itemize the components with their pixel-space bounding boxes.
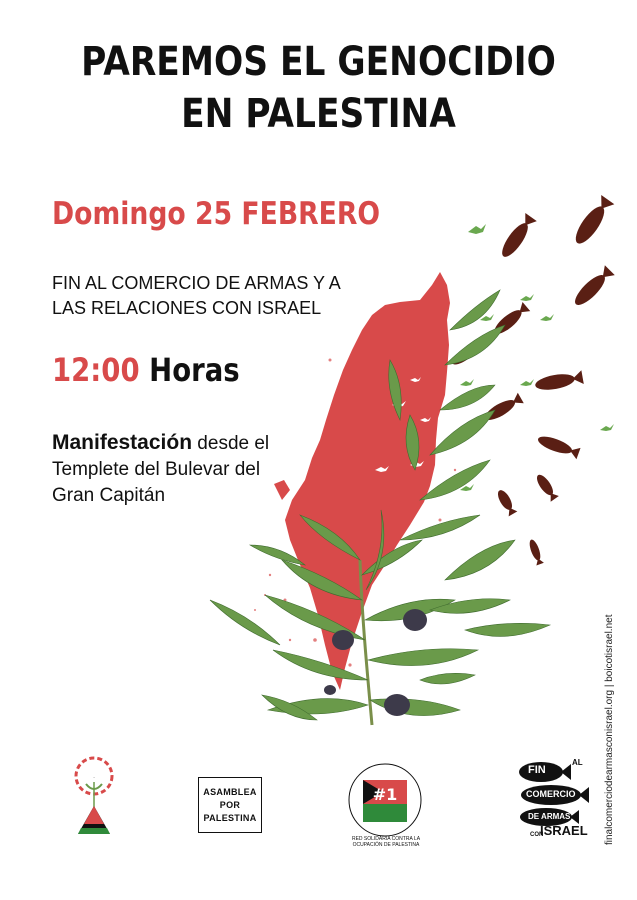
svg-text:#1: #1 bbox=[372, 785, 398, 804]
asamblea-line-1: ASAMBLEA bbox=[203, 786, 257, 797]
green-doves bbox=[460, 224, 614, 491]
subtitle-line-2: LAS RELACIONES CON ISRAEL bbox=[52, 298, 322, 318]
svg-text:·: · bbox=[93, 775, 95, 781]
fin-word: FIN bbox=[528, 764, 546, 776]
asamblea-por-palestina-logo bbox=[198, 777, 262, 833]
event-hour-word: Horas bbox=[149, 351, 240, 389]
event-location-3: Gran Capitán bbox=[52, 485, 166, 506]
emblem-logo bbox=[76, 758, 112, 834]
red-solidaria-text: RED SOLIDARIA CONTRA LA OCUPACIÓN DE PALESTINA bbox=[351, 836, 421, 848]
fin-israel: ISRAEL bbox=[540, 823, 588, 838]
asamblea-line-2: POR bbox=[219, 799, 241, 810]
asamblea-line-3: PALESTINA bbox=[203, 812, 257, 823]
fin-comercio: COMERCIO bbox=[526, 789, 576, 799]
subtitle-line-1: FIN AL COMERCIO DE ARMAS Y A bbox=[52, 273, 341, 293]
website-links: finalcomerciodearmasconisrael.org | boicotisrael.net bbox=[604, 614, 615, 845]
fin-con: CON bbox=[530, 832, 544, 838]
event-hour: 12:00 bbox=[52, 351, 140, 389]
fin-de-armas: DE ARMAS bbox=[528, 812, 571, 821]
title-line-1: PAREMOS EL GENOCIDIO bbox=[81, 39, 556, 85]
fin-al: AL bbox=[572, 758, 583, 767]
red-solidaria-logo bbox=[349, 764, 421, 836]
event-date: Domingo 25 FEBRERO bbox=[52, 196, 381, 232]
falling-bombs bbox=[450, 195, 615, 565]
event-location-1: desde el bbox=[192, 433, 270, 454]
palestine-map-shape bbox=[285, 272, 450, 690]
event-type: Manifestación bbox=[52, 431, 193, 454]
event-location-2: Templete del Bulevar del bbox=[52, 459, 261, 480]
title-line-2: EN PALESTINA bbox=[181, 91, 456, 137]
